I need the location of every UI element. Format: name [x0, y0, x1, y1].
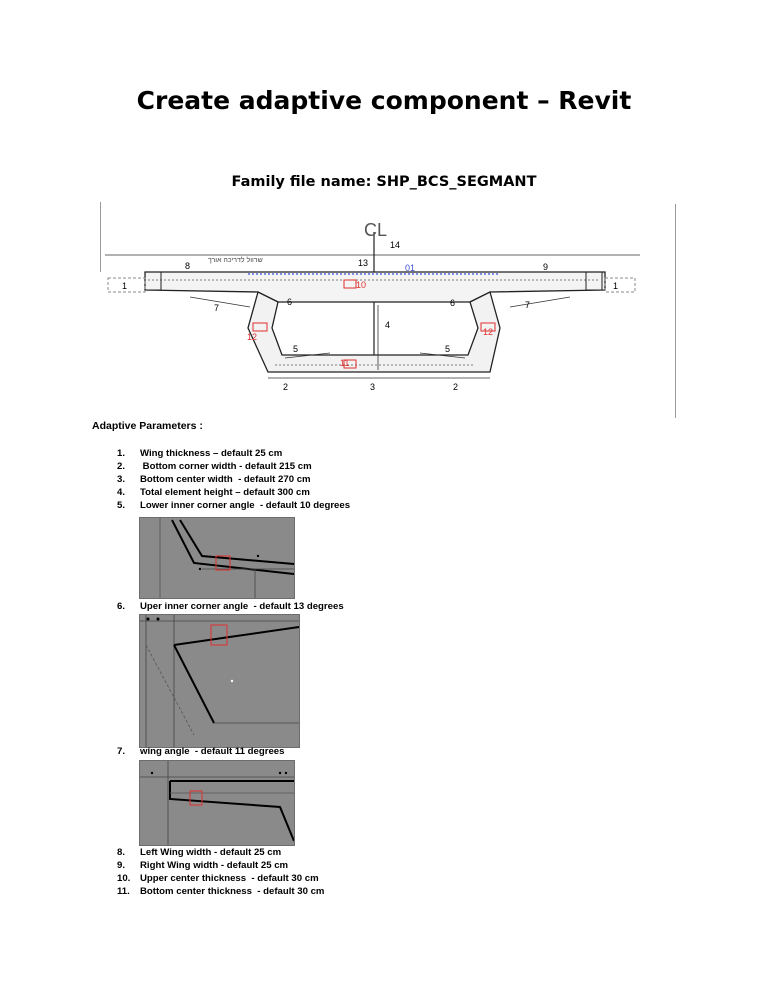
label-14: 14: [390, 240, 401, 250]
label-4: 4: [385, 320, 391, 330]
param-item-7: 7. wing angle - default 11 degrees: [117, 746, 285, 757]
label-3: 3: [370, 382, 376, 392]
label-5-right: 5: [445, 344, 451, 354]
param-item-2: 2. Bottom corner width - default 215 cm: [117, 461, 312, 472]
param-item-3: 3. Bottom center width - default 270 cm: [117, 474, 311, 485]
label-8: 8: [185, 261, 191, 271]
label-6-left: 6: [287, 297, 293, 307]
label-11: 11: [340, 358, 350, 368]
adaptive-parameters-heading: Adaptive Parameters :: [92, 420, 203, 432]
upper-corner-screenshot: [139, 614, 300, 748]
label-01: 01: [405, 263, 416, 273]
label-7-right: 7: [525, 300, 531, 310]
cl-mark: CL: [364, 220, 388, 240]
param-item-1: 1. Wing thickness – default 25 cm: [117, 448, 283, 459]
param-item-11: 11. Bottom center thickness - default 30 cm: [117, 886, 325, 897]
page-title: Create adaptive component – Revit: [136, 86, 632, 115]
hebrew-note: שרוול לדריכה אורך: [208, 257, 263, 264]
label-6-right: 6: [450, 298, 456, 308]
dim-line-7-left: [190, 297, 250, 307]
label-9: 9: [543, 262, 549, 272]
label-12-right: 12: [483, 327, 494, 337]
label-5-left: 5: [293, 344, 299, 354]
frame-line-right: [675, 204, 676, 418]
cross-section-drawing: [100, 210, 660, 410]
param-item-4: 4. Total element height – default 300 cm: [117, 487, 310, 498]
param-item-8: 8. Left Wing width - default 25 cm: [117, 847, 282, 858]
label-12-left: 12: [247, 332, 258, 342]
param-item-9: 9. Right Wing width - default 25 cm: [117, 860, 289, 871]
param-item-5: 5. Lower inner corner angle - default 10 degrees: [117, 500, 351, 511]
right-dashed-box: [605, 278, 635, 292]
lower-corner-screenshot: [139, 517, 295, 599]
param-item-6: 6. Uper inner corner angle - default 13 degrees: [117, 601, 344, 612]
label-2-right: 2: [453, 382, 459, 392]
label-10: 10: [356, 280, 367, 290]
family-file-name: Family file name: SHP_BCS_SEGMANT: [231, 174, 537, 190]
label-1-left: 1: [122, 281, 128, 291]
wing-angle-screenshot: [139, 760, 295, 846]
dim-line-7-right: [510, 297, 570, 307]
label-1-right: 1: [613, 281, 619, 291]
label-2-left: 2: [283, 382, 289, 392]
top-slab: [145, 272, 605, 302]
param-item-10: 10. Upper center thickness - default 30 cm: [117, 873, 319, 884]
label-7-left: 7: [214, 303, 220, 313]
label-13: 13: [358, 258, 369, 268]
